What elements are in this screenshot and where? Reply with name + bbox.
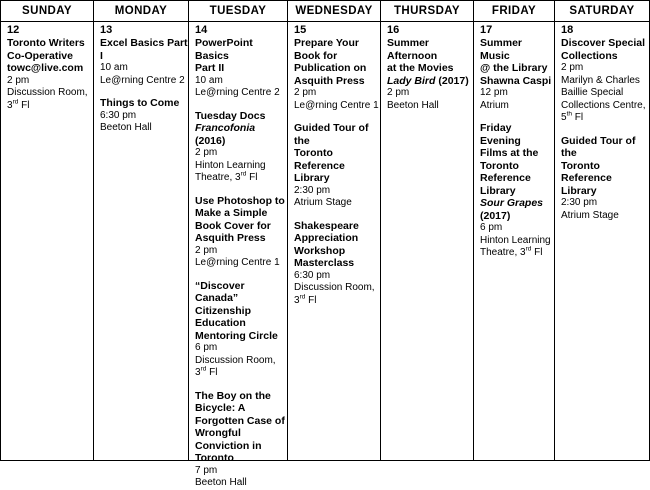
date-number: 15 [294, 24, 307, 36]
date-number: 17 [480, 24, 493, 36]
event-location: Beeton Hall [387, 99, 439, 111]
event-title-line: Publication on [294, 62, 367, 74]
event-title-line: Summer Music [480, 37, 523, 62]
event-time: 7 pm [195, 464, 218, 476]
event-prepare-your-book [294, 37, 380, 112]
event-location: Collections Centre, [561, 99, 646, 111]
event-title-line: Mentoring Circle [195, 329, 278, 342]
event-time: 6:30 pm [100, 109, 137, 121]
event-title-line: The Boy on the [195, 389, 271, 402]
event-time: 2 pm [294, 87, 317, 98]
day-cell-tuesday [189, 22, 287, 488]
date-number: 12 [7, 24, 20, 36]
event-time: 6 pm [195, 342, 218, 353]
event-title-line: Films at the [480, 147, 539, 159]
event-title-line: Book for [294, 49, 338, 62]
event-location: Hinton Learning [195, 159, 266, 171]
event-title-line: Toronto Reference [561, 159, 612, 184]
event-title-line: Forgotten Case of [195, 414, 285, 427]
header-sunday: SUNDAY [22, 5, 72, 17]
event-location: Discussion Room, [294, 282, 375, 293]
event-title-line: Collections [561, 49, 618, 62]
event-discover-canada [195, 280, 287, 380]
event-title-line: @ the Library [480, 62, 548, 74]
header-tuesday: TUESDAY [209, 5, 267, 17]
event-photoshop-book-cover [195, 195, 287, 270]
event-location: Le@rning Centre 2 [195, 87, 280, 98]
day-cell-saturday [555, 22, 649, 459]
event-title-line: Library [480, 184, 516, 197]
weekday-header-row [1, 1, 649, 22]
event-location-floor: 5th Fl [561, 110, 584, 123]
event-location: Atrium Stage [561, 209, 619, 221]
event-title-line: Things to Come [100, 97, 180, 109]
event-location: Discussion Room, [195, 354, 276, 366]
event-time: 2 pm [387, 87, 410, 98]
event-title-line: Tuesday Docs [195, 109, 266, 122]
event-title-line: “Discover Canada” [195, 279, 245, 304]
event-title-line: Wrongful [195, 427, 241, 439]
date-number: 13 [100, 24, 113, 36]
event-title-line: Co-Operative [7, 49, 73, 62]
event-time: 6:30 pm [294, 269, 331, 281]
event-title-line: Education [195, 317, 246, 329]
header-thursday: THURSDAY [393, 5, 461, 17]
event-location-floor: 3rd Fl [195, 365, 218, 378]
event-location: Beeton Hall [100, 122, 152, 133]
event-location: Atrium [480, 99, 509, 111]
event-location: Le@rning Centre 1 [294, 99, 379, 111]
event-film-title: Sour Grapes [480, 197, 544, 209]
event-title-line: Library [561, 184, 597, 197]
event-things-to-come [100, 97, 188, 135]
event-location: Atrium Stage [294, 197, 352, 208]
event-title-line: Citizenship [195, 304, 252, 317]
event-title-line: Masterclass [294, 257, 355, 269]
day-cell-thursday [381, 22, 473, 459]
event-time: 2:30 pm [561, 197, 598, 208]
day-cell-wednesday [288, 22, 380, 459]
day-cell-friday [474, 22, 554, 459]
event-time: 2:30 pm [294, 184, 331, 196]
event-powerpoint-basics [195, 37, 287, 100]
event-toronto-writers [7, 37, 93, 112]
header-monday: MONDAY [114, 5, 168, 17]
event-time: 2 pm [561, 62, 584, 73]
event-email: towc@live.com [7, 62, 84, 74]
event-title-line: Make a Simple [195, 207, 268, 219]
event-location-floor: Theatre, 3rd Fl [195, 170, 258, 183]
date-number: 14 [195, 24, 208, 36]
event-time: 10 am [100, 62, 128, 73]
event-film-title: Francofonia (2016) [195, 122, 256, 147]
event-shakespeare-masterclass [294, 220, 380, 308]
event-title-line: Workshop [294, 244, 346, 257]
event-title-line: Toronto Reference [294, 147, 345, 172]
event-title-line: Asquith Press [294, 74, 365, 87]
event-title-line: Part II [195, 62, 225, 74]
event-time: 2 pm [7, 74, 30, 86]
event-title-line: Discover Special [561, 37, 646, 49]
event-title-line: Friday Evening [480, 122, 521, 147]
event-location-floor: 3rd Fl [294, 293, 317, 306]
event-title-line: Book Cover for [195, 219, 271, 232]
event-title-line: Reference [480, 172, 531, 184]
event-time: 10 am [195, 74, 223, 86]
event-location-floor: 3rd Fl [7, 98, 30, 111]
event-title-line: Library [294, 172, 330, 184]
event-time: 6 pm [480, 222, 503, 233]
event-location: Hinton Learning [480, 234, 551, 246]
event-friday-evening-films [480, 122, 554, 260]
event-title-line: Asquith Press [195, 232, 266, 244]
event-title-line: Shakespeare [294, 219, 359, 232]
event-tuesday-docs [195, 110, 287, 185]
event-summer-music [480, 37, 554, 112]
event-time: 2 pm [195, 244, 218, 256]
header-friday: FRIDAY [491, 5, 537, 17]
event-summer-afternoon-movies [387, 37, 473, 112]
event-location: Beeton Hall [195, 477, 247, 488]
event-title-line: Appreciation [294, 232, 359, 244]
day-cell-sunday [1, 22, 93, 459]
event-title-line: Use Photoshop to [195, 194, 285, 207]
event-location: Discussion Room, [7, 87, 88, 98]
event-film-title: Lady Bird (2017) [387, 74, 469, 87]
event-guided-tour [294, 122, 380, 210]
event-excel-basics [100, 37, 188, 87]
event-discover-special-collections [561, 37, 649, 125]
event-title-line: Toronto Writers [7, 37, 85, 49]
event-title-line: Prepare Your [294, 37, 359, 49]
event-time: 12 pm [480, 87, 508, 98]
header-wednesday: WEDNESDAY [295, 5, 373, 17]
event-title-line: Shawna Caspi [480, 74, 552, 87]
event-boy-on-bicycle [195, 390, 287, 490]
date-number: 16 [387, 24, 400, 36]
event-location: Baillie Special [561, 87, 624, 98]
event-guided-tour [561, 135, 649, 223]
event-title-line: Conviction in [195, 439, 262, 452]
event-title-line: Guided Tour of the [294, 122, 369, 147]
date-number: 18 [561, 24, 574, 36]
event-film-year: (2017) [480, 209, 511, 222]
event-title-line: Toronto [195, 452, 234, 464]
day-cell-monday [94, 22, 188, 459]
event-location: Le@rning Centre 2 [100, 74, 185, 86]
event-title-line: Guided Tour of the [561, 134, 636, 159]
event-title-line: Toronto [480, 159, 519, 172]
event-title-line: at the Movies [387, 62, 454, 74]
event-location: Le@rning Centre 1 [195, 257, 280, 268]
event-location: Marilyn & Charles [561, 74, 640, 86]
event-time: 2 pm [195, 147, 218, 158]
event-title-line: Excel Basics Part I [100, 37, 188, 62]
event-location-floor: Theatre, 3rd Fl [480, 245, 543, 258]
event-title-line: Summer Afternoon [387, 37, 438, 62]
event-title-line: Bicycle: A [195, 402, 246, 414]
event-title-line: PowerPoint Basics [195, 37, 253, 62]
header-saturday: SATURDAY [569, 5, 635, 17]
